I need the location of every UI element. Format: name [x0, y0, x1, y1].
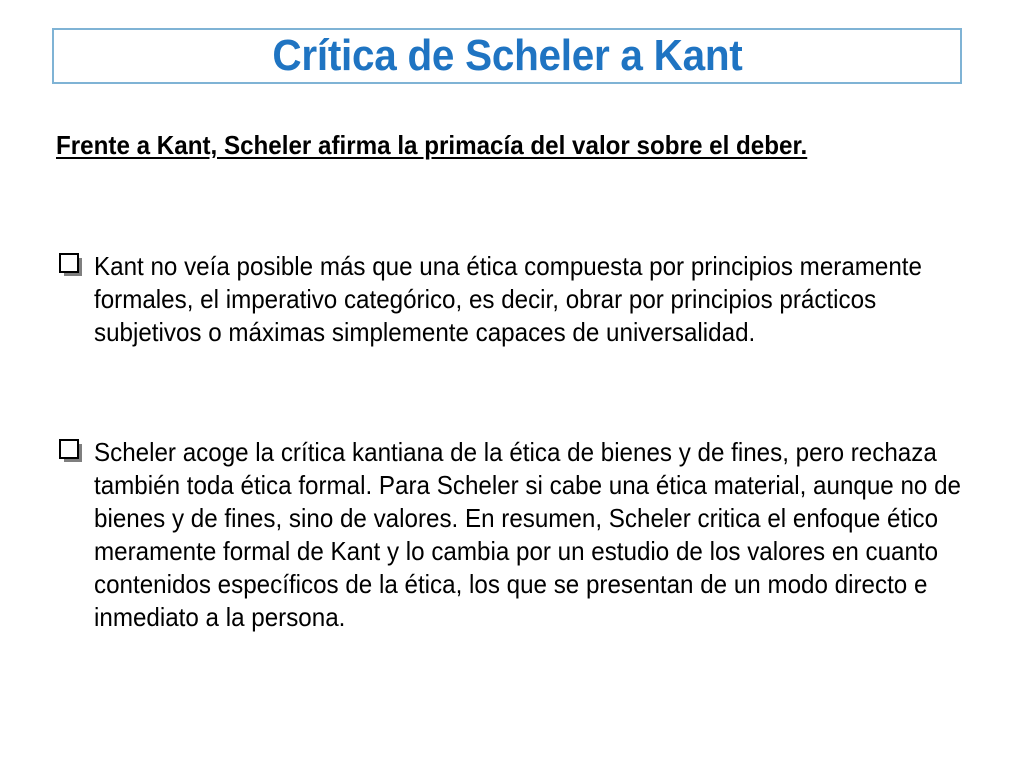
title-box — [52, 28, 962, 84]
bullet-item — [58, 250, 978, 349]
slide-title: Crítica de Scheler a Kant — [271, 31, 743, 80]
checkbox-icon — [58, 438, 84, 464]
bullet-item — [58, 436, 978, 634]
checkbox-icon — [58, 252, 84, 278]
bullet-text: Scheler acoge la crítica kantiana de la ética de bienes y de fines, pero rechaza también toda ética formal. Para Scheler si cabe una ética material, aunque no de bienes y de fines, sino de valores. En resumen, Scheler critica el enfoque ético meramente formal de Kant y lo cambia por un estudio de los valores en cuanto contenidos específicos de la ética, los que se presentan de un modo directo e inmediato a la persona. — [94, 437, 961, 632]
lead-statement: Frente a Kant, Scheler afirma la primacía del valor sobre el deber. — [56, 130, 808, 160]
bullet-text: Kant no veía posible más que una ética compuesta por principios meramente formales, el imperativo categórico, es decir, obrar por principios prácticos subjetivos o máximas simplemente capaces de universalidad. — [94, 251, 922, 347]
